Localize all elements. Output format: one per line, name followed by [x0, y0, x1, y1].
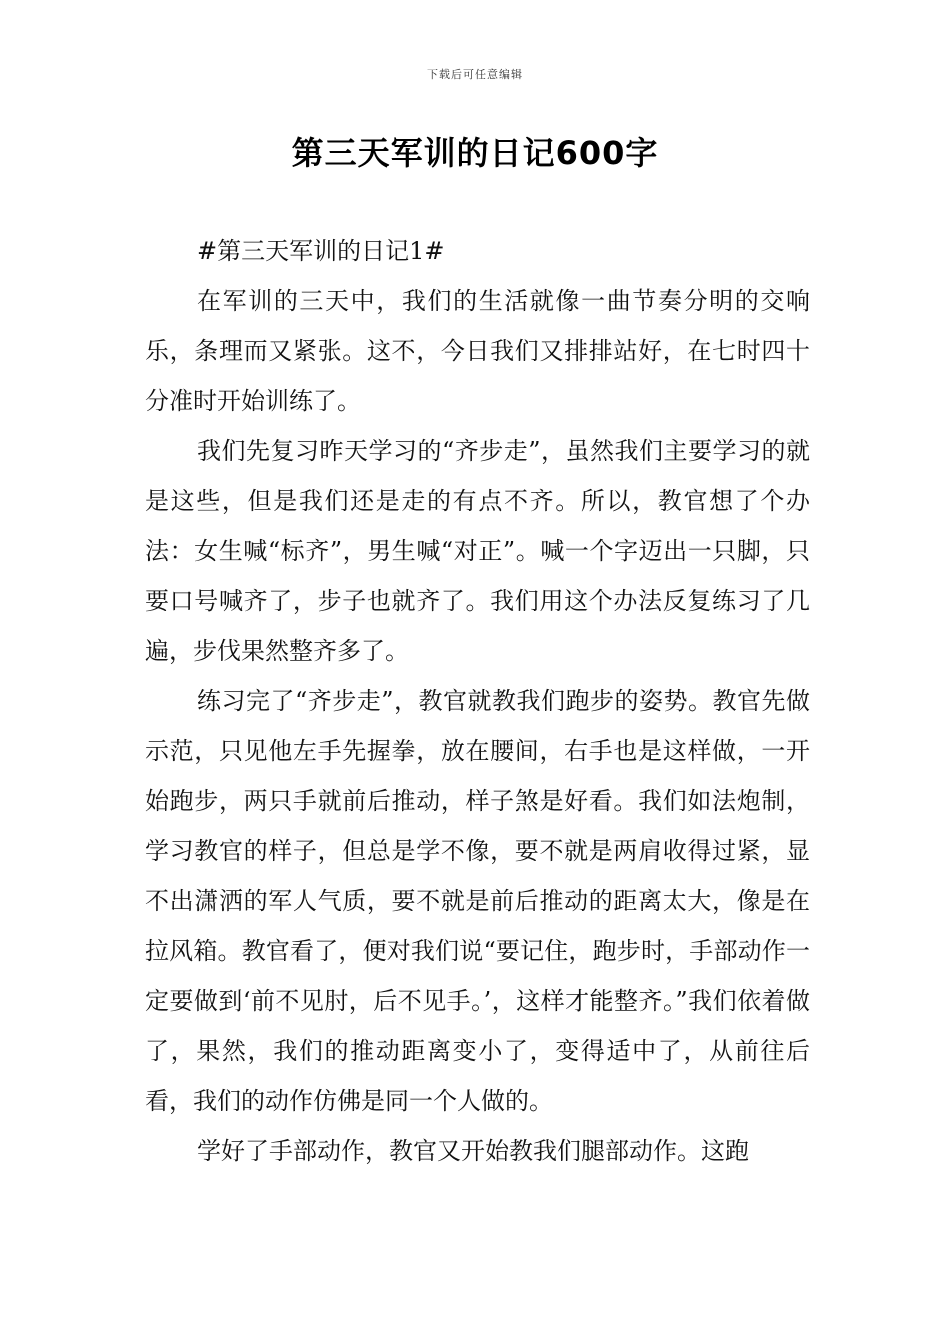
paragraph-3: 练习完了“齐步走”，教官就教我们跑步的姿势。教官先做示范，只见他左手先握拳，放在腰间，右手也是这样做，一开始跑步，两只手就前后推动，样子煞是好看。我们如法炮制，学习教官的样子，但总是学不像，要不就是两肩收得过紧，显不出潇洒的军人气质，要不就是前后推动的距离太大，像是在拉风箱。教官看了，便对我们说“要记住，跑步时，手部动作一定要做到‘前不见肘，后不见手。’，这样才能整齐。”我们依着做了，果然，我们的推动距离变小了，变得适中了，从前往后看，我们的动作仿佛是同一个人做的。	[145, 687, 810, 1115]
paragraph-4: 学好了手部动作，教官又开始教我们腿部动作。这跑	[197, 1137, 749, 1165]
paragraph-2: 我们先复习昨天学习的“齐步走”，虽然我们主要学习的就是这些，但是我们还是走的有点不齐。所以，教官想了个办法：女生喊“标齐”，男生喊“对正”。喊一个字迈出一只脚，只要口号喊齐了，步子也就齐了。我们用这个办法反复练习了几遍，步伐果然整齐多了。	[145, 437, 810, 665]
header-note: 下载后可任意编辑	[427, 68, 523, 81]
document-body	[145, 226, 810, 1176]
page-title: 第三天军训的日记600字	[291, 134, 659, 172]
section-heading: #第三天军训的日记1#	[197, 237, 445, 265]
paragraph-1: 在军训的三天中，我们的生活就像一曲节奏分明的交响乐，条理而又紧张。这不，今日我们又排排站好，在七时四十分准时开始训练了。	[145, 287, 810, 415]
